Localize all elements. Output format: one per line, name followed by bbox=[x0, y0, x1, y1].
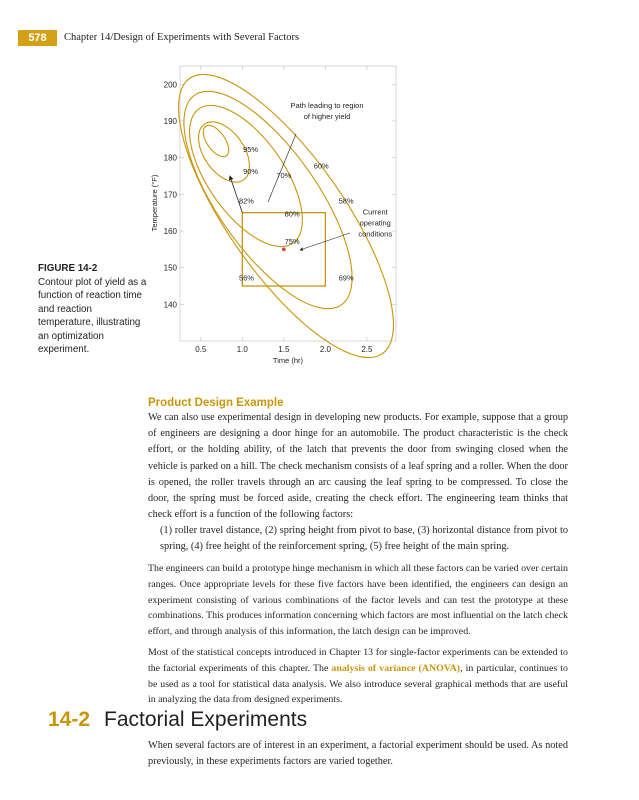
paragraph-product-design: We can also use experimental design in developing new products. For example, suppose that a group of engineers are designing a door hinge for an automobile. The product characteristic is the check effort, or the holding ability, of the latch that prevents the door from swinging closed when the vehicle is parked on a hill. The check mechanism consists of a leaf spring and a roller. When the door is opened, the roller travels through an arc causing the leaf spring to be compressed. To close the door, the spring must be forced aside, creating the check effort. The engineering team thinks that check effort is a function of the following factors: bbox=[148, 412, 568, 521]
plot-frame bbox=[180, 66, 396, 341]
section-heading: Product Design Example bbox=[148, 397, 284, 409]
y-tick-label: 180 bbox=[163, 153, 177, 163]
paragraph-statistical-concepts bbox=[148, 645, 568, 708]
contour-labels bbox=[239, 145, 354, 282]
contour-label: 82% bbox=[238, 196, 254, 206]
contour-95 bbox=[198, 121, 233, 161]
center-point bbox=[282, 248, 286, 252]
running-head: Chapter 14/Design of Experiments with Several Factors bbox=[64, 32, 300, 43]
contour-label: 56% bbox=[238, 273, 254, 283]
contour-label: 75% bbox=[284, 236, 300, 246]
y-tick-label: 140 bbox=[163, 300, 177, 310]
y-axis-label: Temperature (°F) bbox=[150, 174, 159, 232]
annotation-text: conditions bbox=[358, 229, 393, 239]
paragraph-factorial-intro: When several factors are of interest in an experiment, a factorial experiment should be used. As noted previously, in these experiments factors are varied together. bbox=[148, 740, 568, 768]
annotation-text: operating bbox=[359, 218, 391, 228]
x-tick-label: 1.5 bbox=[278, 345, 290, 354]
y-tick-label: 160 bbox=[163, 227, 177, 236]
annotations bbox=[291, 101, 393, 238]
figure-caption bbox=[38, 262, 148, 357]
section-number: 14-2 bbox=[48, 708, 91, 731]
leader-path-label bbox=[268, 134, 296, 202]
y-axis-ticks bbox=[164, 80, 178, 309]
x-tick-label: 2.5 bbox=[361, 345, 373, 354]
y-tick-label: 170 bbox=[163, 190, 177, 200]
section-14-2-heading bbox=[48, 708, 307, 732]
annotation-text: of higher yield bbox=[303, 112, 351, 122]
y-tick-label: 150 bbox=[163, 263, 177, 273]
figure-number: FIGURE 14-2 bbox=[38, 263, 98, 274]
section-title: Factorial Experiments bbox=[104, 708, 308, 731]
p3-after: , in particular, continues to be used as a tool for statistical data analysis. We also introduce several graphical methods that are useful in analyzing the data from designed experiments. bbox=[148, 662, 568, 706]
y-tick-label: 200 bbox=[163, 80, 177, 90]
contour-label: 70% bbox=[276, 170, 292, 180]
x-axis-label: Time (hr) bbox=[272, 356, 304, 365]
x-tick-label: 0.5 bbox=[195, 345, 207, 354]
x-tick-label: 1.0 bbox=[236, 345, 248, 354]
contour-label: 80% bbox=[284, 209, 300, 219]
annotation-text: Current bbox=[362, 207, 388, 217]
contour-label: 60% bbox=[313, 161, 329, 171]
figure-caption-text: Contour plot of yield as a function of reaction time and reaction temperature, illustrating an optimization experiment. bbox=[38, 276, 147, 355]
annotation-text: Path leading to region bbox=[290, 101, 364, 111]
contour-label: 69% bbox=[338, 273, 354, 283]
y-tick-label: 190 bbox=[163, 117, 177, 126]
anova-link[interactable]: analysis of variance (ANOVA) bbox=[331, 662, 461, 674]
x-tick-label: 2.0 bbox=[319, 345, 331, 354]
paragraph-prototype: The engineers can build a prototype hinge mechanism in which all these factors can be varied over certain ranges. Once appropriate levels for these five factors have been identified, the engineers can design an experiment consisting of various combinations of the factor levels and can test the prototype at these combinations. This produces information concerning which factors are most influential on the latch check effort, and through analysis of this information, the latch design can be improved. bbox=[148, 563, 568, 638]
factor-list: (1) roller travel distance, (2) spring height from pivot to base, (3) horizontal distance from pivot to spring, (4) free height of the reinforcement spring, (5) free height of the main spring. bbox=[160, 525, 568, 553]
contour-label: 95% bbox=[243, 145, 259, 155]
page-number-badge: 578 bbox=[18, 30, 57, 46]
p3-before: Most of the statistical concepts introduced in Chapter 13 for single-factor experiments can be extended to the factorial experiments of this chapter. The bbox=[148, 647, 568, 674]
contour-label: 58% bbox=[338, 196, 354, 206]
contour-label: 90% bbox=[243, 167, 259, 177]
